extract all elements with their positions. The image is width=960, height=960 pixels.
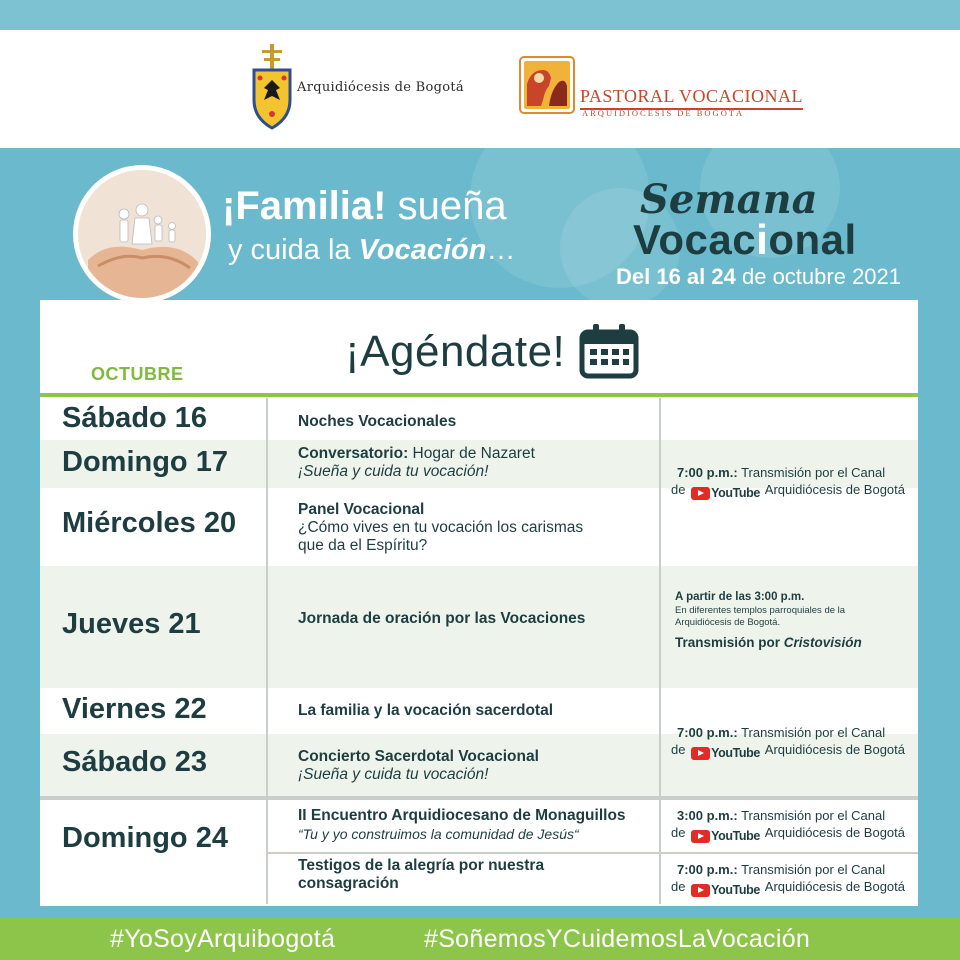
event-encuentro-monaguillos: II Encuentro Arquidiocesano de Monaguillos “Tu y yo construimos la comunidad de Jesús“ xyxy=(298,807,626,842)
day-domingo-24: Domingo 24 xyxy=(62,822,228,854)
day-sabado-23: Sábado 23 xyxy=(62,746,208,778)
pastoral-subtitle: ARQUIDIÓCESIS DE BOGOTÁ xyxy=(582,108,745,118)
pastoral-vocacional-logo-icon xyxy=(519,56,575,114)
youtube-icon: YouTube xyxy=(691,744,760,762)
familia-text: ¡Familia! xyxy=(222,184,387,228)
transmission-block-2: 7:00 p.m.: Transmisión por el Canal de YouTube Arquidiócesis de Bogotá xyxy=(671,725,906,761)
transmission-jornada: A partir de las 3:00 p.m. En diferentes templos parroquiales de la Arquidiócesis de Bogotá. Transmisión por Cristovisión xyxy=(675,591,862,650)
vocacion-text: Vocación xyxy=(358,234,487,266)
semana-text: Semana xyxy=(640,176,818,223)
suena-text: sueña xyxy=(386,184,507,228)
hashtag-vocacion: #SoñemosYCuidemosLaVocación xyxy=(424,925,811,953)
hashtag-arquibogota: #YoSoyArquibogotá xyxy=(110,925,336,953)
day-miercoles-20: Miércoles 20 xyxy=(62,507,237,539)
event-panel-vocacional: Panel Vocacional ¿Cómo vives en tu vocación los carismas que da el Espíritu? xyxy=(298,501,584,554)
event-familia-vocacion: La familia y la vocación sacerdotal xyxy=(298,702,554,719)
header-title-line1 xyxy=(222,184,507,229)
day-domingo-17: Domingo 17 xyxy=(62,446,228,478)
transmission-block-3: 3:00 p.m.: Transmisión por el Canal de YouTube Arquidiócesis de Bogotá xyxy=(671,808,906,844)
family-hands-icon xyxy=(78,170,206,298)
arquidiocesis-coat-of-arms-icon xyxy=(250,44,294,130)
agenda-card xyxy=(40,300,918,906)
day-viernes-22: Viernes 22 xyxy=(62,693,207,725)
top-stripe xyxy=(0,0,960,30)
event-concierto: Concierto Sacerdotal Vocacional ¡Sueña y cuida tu vocación! xyxy=(298,748,539,783)
column-divider xyxy=(266,398,268,904)
row-divider xyxy=(40,796,918,800)
hashtag-bar xyxy=(0,918,960,960)
arquidiocesis-name: Arquidiócesis de Bogotá xyxy=(297,80,464,95)
youtube-icon: YouTube xyxy=(691,827,760,845)
event-conversatorio: Conversatorio: Hogar de Nazaret ¡Sueña y cuida tu vocación! xyxy=(298,445,535,480)
month-label: OCTUBRE xyxy=(91,364,184,384)
day-jueves-21: Jueves 21 xyxy=(62,608,201,640)
logo-bar xyxy=(0,30,960,148)
column-divider xyxy=(659,398,661,904)
calendar-icon xyxy=(578,322,640,380)
event-jornada-oracion: Jornada de oración por las Vocaciones xyxy=(298,610,586,627)
dates-rest: de octubre 2021 xyxy=(735,264,902,289)
vocacional-text: Vocacional xyxy=(633,216,857,263)
transmission-block-1: 7:00 p.m.: Transmisión por el Canal de YouTube Arquidiócesis de Bogotá xyxy=(671,465,906,501)
event-testigos-alegria: Testigos de la alegría por nuestra consagración xyxy=(298,857,545,892)
header-title-line2 xyxy=(228,234,515,267)
pastoral-title: PASTORAL VOCACIONAL xyxy=(580,86,803,110)
youtube-icon: YouTube xyxy=(691,484,760,502)
cuida-text: y cuida la xyxy=(228,234,359,266)
ellipsis-text: … xyxy=(486,234,516,266)
dates-bold: Del 16 al 24 xyxy=(616,264,736,289)
family-hands-image xyxy=(73,165,211,303)
agenda-title: ¡Agéndate! xyxy=(345,327,566,376)
event-dates xyxy=(616,264,901,290)
agenda-divider xyxy=(40,393,918,397)
day-sabado-16: Sábado 16 xyxy=(62,402,208,434)
row-divider xyxy=(268,852,918,854)
event-noches-vocacionales: Noches Vocacionales xyxy=(298,413,457,430)
youtube-icon: YouTube xyxy=(691,881,760,899)
transmission-block-4: 7:00 p.m.: Transmisión por el Canal de YouTube Arquidiócesis de Bogotá xyxy=(671,862,906,898)
